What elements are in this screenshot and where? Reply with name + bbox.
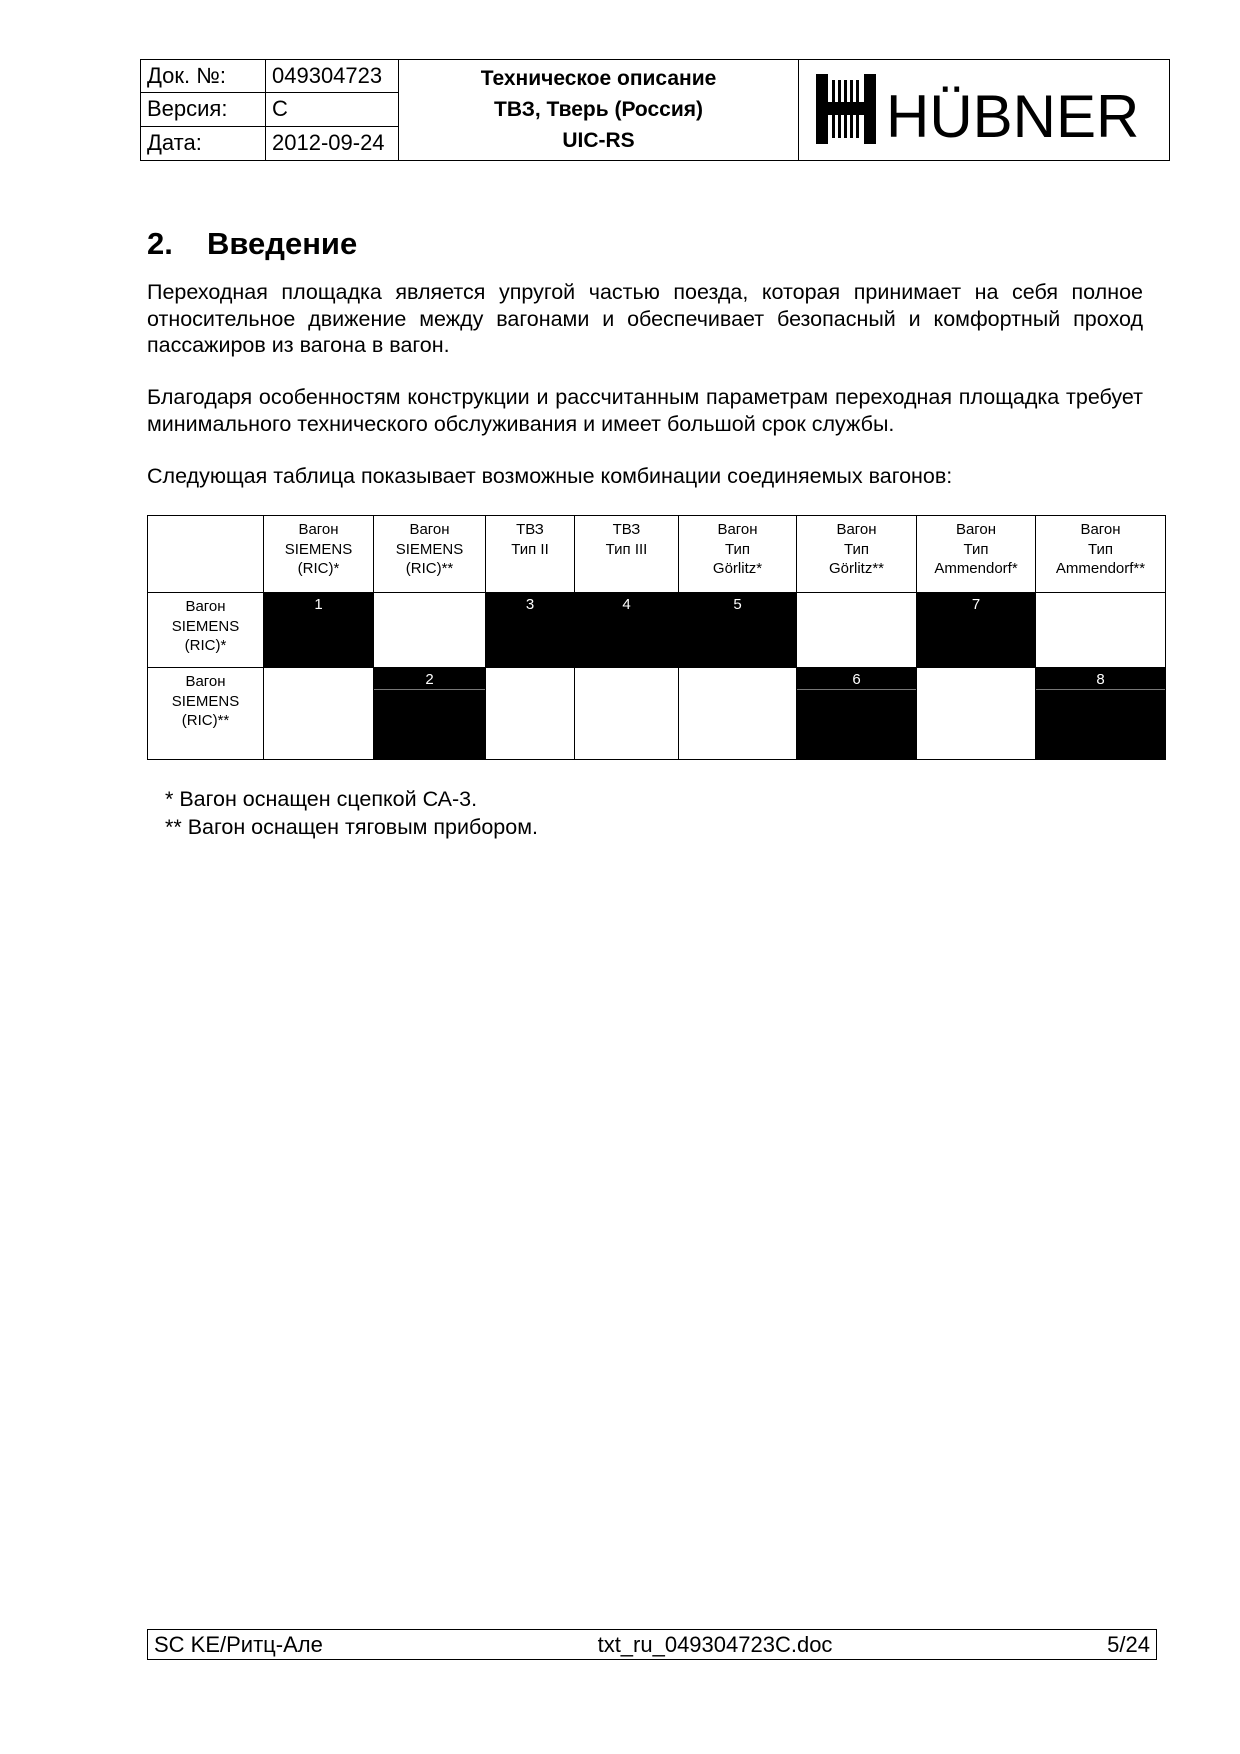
- footer-filename: txt_ru_049304723C.doc: [597, 1631, 833, 1657]
- row-header: Вагон SIEMENS (RIC)*: [148, 593, 264, 668]
- combination-cell: [1036, 593, 1166, 668]
- hubner-logo-icon: [814, 70, 1154, 150]
- combination-cell: 6: [797, 668, 917, 760]
- version-label: Версия:: [141, 93, 266, 125]
- column-header: Вагон Тип Ammendorf*: [917, 516, 1036, 593]
- paragraph-3: Следующая таблица показывает возможные комбинации соединяемых вагонов:: [147, 464, 953, 488]
- combination-cell: [797, 593, 917, 668]
- column-header: Вагон SIEMENS (RIC)*: [264, 516, 374, 593]
- footer-author: SC KE/Ритц-Але: [154, 1631, 323, 1657]
- combination-cell: 8: [1036, 668, 1166, 760]
- table-notes: [165, 785, 538, 841]
- document-footer: [147, 1629, 1157, 1660]
- column-header: Вагон Тип Görlitz**: [797, 516, 917, 593]
- combination-table: [147, 515, 1166, 760]
- combination-cell: 7: [917, 593, 1036, 668]
- doc-number-row: [141, 60, 398, 93]
- document-meta: [141, 60, 399, 160]
- date-label: Дата:: [141, 127, 266, 160]
- row-header: Вагон SIEMENS (RIC)**: [148, 668, 264, 760]
- table-corner-cell: [148, 516, 264, 593]
- svg-text:HÜBNER: HÜBNER: [886, 83, 1140, 150]
- combination-cell: 3: [486, 593, 575, 668]
- combination-cell: 5: [679, 593, 797, 668]
- combination-cell: [486, 668, 575, 760]
- column-header: Вагон SIEMENS (RIC)**: [374, 516, 486, 593]
- combination-cell: [575, 668, 679, 760]
- page-number: 5/24: [1107, 1631, 1150, 1657]
- column-header: ТВЗ Тип III: [575, 516, 679, 593]
- date-row: [141, 127, 398, 160]
- combination-cell: [264, 668, 374, 760]
- title-line-3: UIC-RS: [562, 128, 635, 152]
- table-header-row: [148, 516, 1166, 593]
- doc-number-value: 049304723: [272, 63, 383, 89]
- column-header: Вагон Тип Görlitz*: [679, 516, 797, 593]
- note-2: ** Вагон оснащен тяговым прибором.: [165, 815, 538, 839]
- table-row: [148, 593, 1166, 668]
- combination-cell: [917, 668, 1036, 760]
- column-header: ТВЗ Тип II: [486, 516, 575, 593]
- paragraph-1: Переходная площадка является упругой частью поезда, которая принимает на себя полное относительное движение между вагонами и обеспечивает безопасный и комфортный проход пассажиров из вагона в вагон.: [147, 280, 1143, 357]
- title-line-1: Техническое описание: [480, 67, 717, 91]
- document-header: [140, 59, 1170, 161]
- paragraph-2: Благодаря особенностям конструкции и рассчитанным параметрам переходная площадка требует минимального технического обслуживания и имеет большой срок службы.: [147, 385, 1143, 436]
- table-row: [148, 668, 1166, 760]
- combination-cell: [679, 668, 797, 760]
- hubner-logo: [799, 60, 1169, 160]
- combination-cell: [374, 593, 486, 668]
- combination-cell: 1: [264, 593, 374, 668]
- note-1: * Вагон оснащен сцепкой СА-3.: [165, 787, 478, 811]
- title-line-2: ТВЗ, Тверь (Россия): [494, 97, 703, 121]
- section-number: 2.: [147, 226, 173, 261]
- document-title-block: [399, 60, 799, 160]
- date-value: 2012-09-24: [272, 130, 385, 156]
- doc-number-label: Док. №:: [141, 60, 266, 92]
- combination-cell: 2: [374, 668, 486, 760]
- column-header: Вагон Тип Ammendorf**: [1036, 516, 1166, 593]
- version-row: [141, 93, 398, 126]
- version-value: С: [272, 96, 288, 122]
- section-heading: [147, 226, 357, 262]
- combination-cell: 4: [575, 593, 679, 668]
- section-title: Введение: [207, 226, 358, 261]
